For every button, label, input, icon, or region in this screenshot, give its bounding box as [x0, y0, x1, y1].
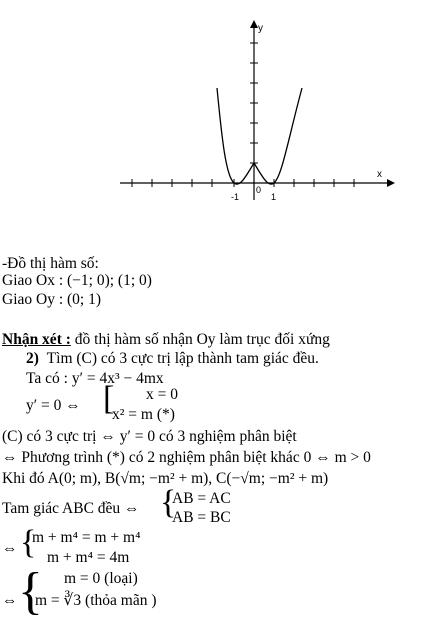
- task-text: Tìm (C) có 3 cực trị lập thành tam giác đều.: [46, 350, 319, 367]
- remark-text: đồ thị hàm số nhận Oy làm trục đối xứng: [70, 331, 330, 348]
- system3-eq-a: m + m⁴ = m + m⁴: [32, 529, 141, 546]
- tick-label-0: 0: [256, 185, 262, 195]
- line-equation-condition: ⇔ Phương trình (*) có 2 nghiệm phân biệt khác 0 ⇔ m > 0: [2, 449, 371, 466]
- system3-eq-b: m + m⁴ = 4m: [47, 549, 130, 566]
- tick-label-neg1: -1: [231, 192, 240, 202]
- system4-eq-b: m = ∛3 (thỏa mãn ): [35, 592, 157, 609]
- system1-eq-a: x = 0: [146, 386, 178, 403]
- system2-eq-b: AB = BC: [172, 509, 231, 526]
- line-remark: [2, 331, 330, 349]
- remark-label: Nhận xét :: [2, 331, 71, 348]
- x-axis-label: x: [377, 169, 382, 180]
- line-points: Khi đó A(0; m), B(√m; −m² + m), C(−√m; −m² + m): [2, 470, 329, 487]
- brace-equilateral: {: [160, 484, 177, 521]
- task-number: 2): [26, 350, 39, 367]
- line-intersect-oy: Giao Oy : (0; 1): [2, 291, 102, 308]
- line-equilateral: Tam giác ABC đều ⇔: [2, 500, 140, 517]
- line-iff-1: ⇔: [2, 540, 18, 557]
- system1-eq-b: x² = m (*): [112, 406, 175, 423]
- bracket-left: [: [103, 380, 115, 417]
- brace-system4: {: [18, 563, 43, 620]
- function-graph: [0, 0, 433, 210]
- line-derivative-zero: y′ = 0 ⇔: [26, 397, 81, 414]
- line-graph-intro: -Đồ thị hàm số:: [2, 255, 99, 272]
- tick-label-1: 1: [271, 192, 277, 202]
- system4-eq-a: m = 0 (loại): [64, 570, 138, 587]
- line-derivative: Ta có : y′ = 4x³ − 4mx: [26, 370, 164, 387]
- line-three-extrema: (C) có 3 cực trị ⇔ y′ = 0 có 3 nghiệm phân biệt: [2, 428, 297, 445]
- brace-system3: {: [20, 524, 37, 561]
- curve: [217, 88, 302, 184]
- system2-eq-a: AB = AC: [172, 490, 231, 507]
- x-axis-arrow: [387, 179, 395, 187]
- y-axis-arrow: [250, 20, 258, 28]
- y-axis-label: y: [258, 23, 263, 34]
- line-intersect-ox: Giao Ox : (−1; 0); (1; 0): [2, 272, 152, 289]
- line-iff-2: ⇔: [2, 592, 18, 609]
- line-task-2: [26, 350, 319, 368]
